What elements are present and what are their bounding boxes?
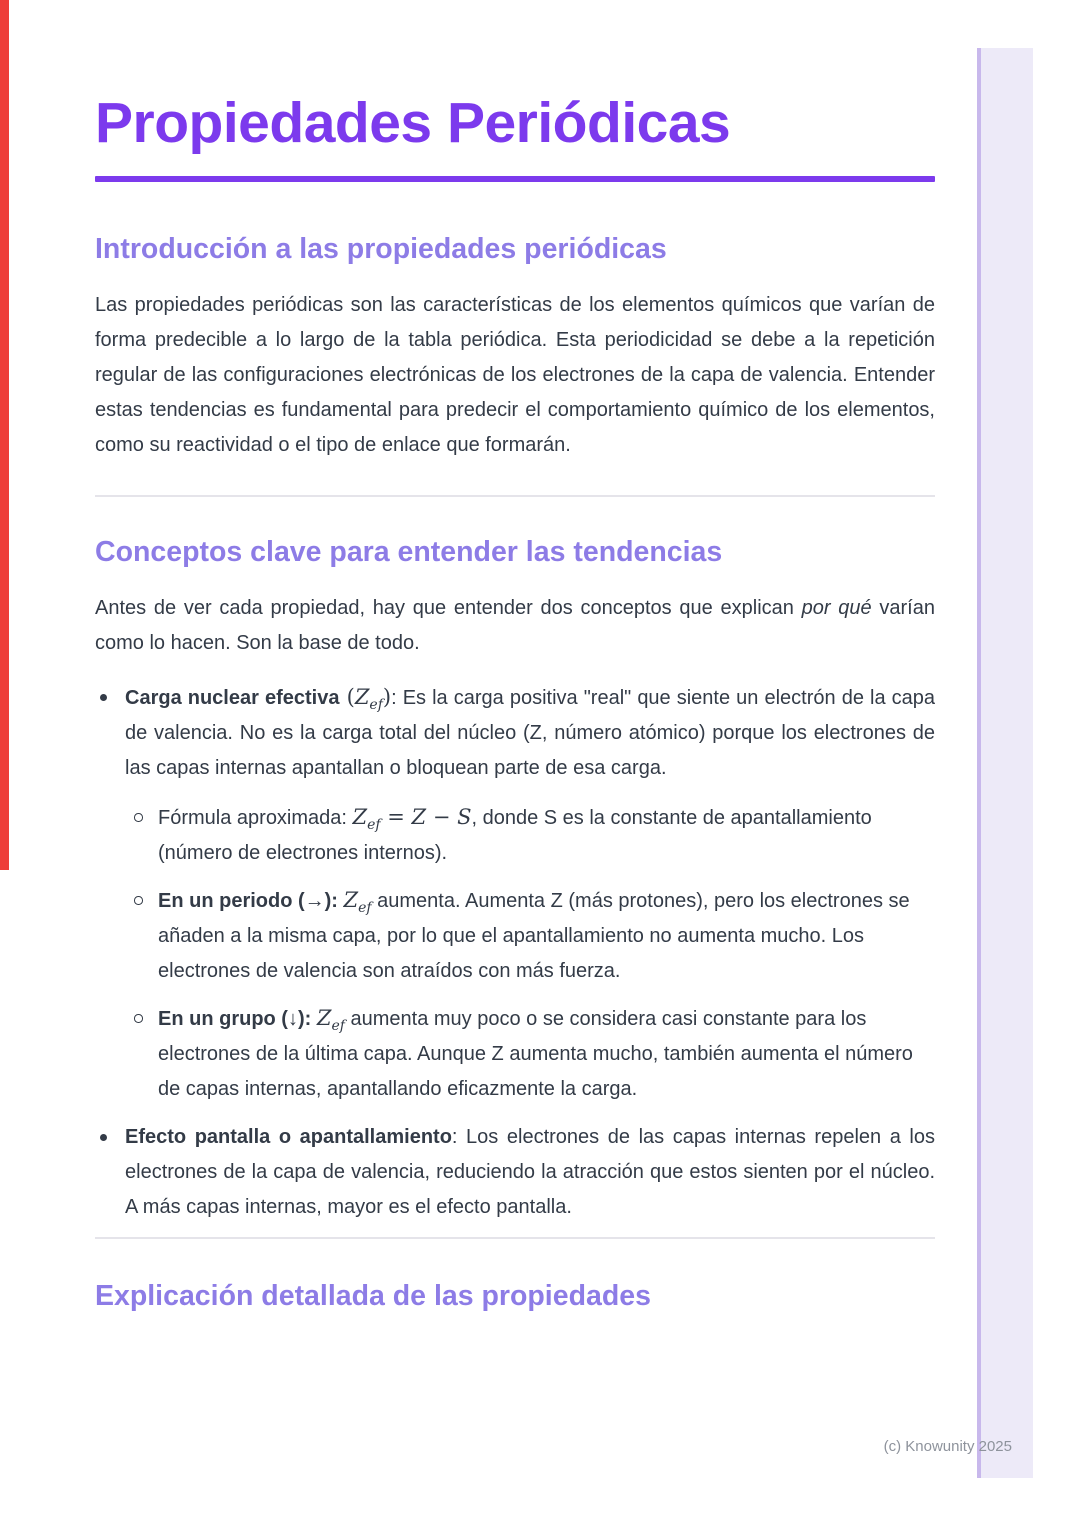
math-zef xyxy=(316,1005,345,1034)
math-symbol: Z xyxy=(343,887,359,912)
list-item xyxy=(95,1120,935,1225)
list-item-bold-lead: Carga nuclear efectiva xyxy=(125,686,340,709)
list-item-text: : Los electrones de las capas internas repelen a los electrones de la capa de valencia, reduciendo la atracción que estos sienten por el núcleo. A más capas internas, mayor es el efecto pantalla. xyxy=(125,1125,935,1218)
math-operator: = xyxy=(380,804,412,829)
page-title: Propiedades Periódicas xyxy=(95,91,731,155)
bullet-circle-icon xyxy=(134,1014,143,1023)
conceptos-paragraph-lead: Antes de ver cada propiedad, hay que entender dos conceptos que explican xyxy=(95,596,802,619)
sub-item-bold-lead: En un grupo (↓): xyxy=(158,1007,317,1030)
math-paren: ) xyxy=(382,684,392,709)
bullet-disc-icon xyxy=(100,1134,107,1141)
right-side-panel xyxy=(977,48,1033,1478)
list-item-bold-lead: Efecto pantalla o apantallamiento xyxy=(125,1125,452,1148)
sub-list-item xyxy=(95,800,935,871)
section-heading-introduccion: Introducción a las propiedades periódicas xyxy=(95,233,667,266)
sub-item-text: aumenta. Aumenta Z (más protones), pero los electrones se añaden a la misma capa, por lo que el apantallamiento no aumenta mucho. Los electrones de valencia son atraídos con más fuerza. xyxy=(158,889,910,982)
math-symbol: Z xyxy=(354,684,370,709)
math-formula-zef-equals-z-minus-s xyxy=(352,804,472,833)
math-paren: ( xyxy=(339,684,355,709)
sub-item-lead: Fórmula aproximada: xyxy=(158,806,353,829)
bullet-disc-icon xyxy=(100,694,107,701)
section-divider xyxy=(95,495,935,497)
sub-item-text: , donde S es la constante de apantallamiento (número de electrones internos). xyxy=(158,806,872,864)
math-subscript: ef xyxy=(358,899,372,916)
bullet-circle-icon xyxy=(134,896,143,905)
conceptos-paragraph-tail: varían como lo hacen. Son la base de todo. xyxy=(95,596,935,654)
section-heading-explicacion: Explicación detallada de las propiedades xyxy=(95,1279,651,1312)
list-item-text: Es la carga positiva "real" que siente un electrón de la capa de valencia. No es la carga total del núcleo (Z, número atómico) porque los electrones de las capas internas apantallan o bloquean parte de esa carga. xyxy=(125,686,935,779)
document-content xyxy=(95,0,935,1313)
math-subscript: ef xyxy=(369,696,383,713)
section-heading-conceptos: Conceptos clave para entender las tendencias xyxy=(95,536,723,569)
title-underline-rule xyxy=(95,176,935,182)
math-symbol: Z xyxy=(352,804,368,829)
sub-list-item xyxy=(95,883,935,989)
conceptos-paragraph-italic: por qué xyxy=(801,596,872,619)
sub-item-bold-lead: En un periodo (→): xyxy=(158,889,344,912)
math-subscript: ef xyxy=(367,816,381,833)
math-operator: − xyxy=(426,804,458,829)
math-symbol: S xyxy=(457,804,472,829)
sub-list-item xyxy=(95,1001,935,1107)
conceptos-paragraph xyxy=(95,591,935,661)
list-item xyxy=(95,680,935,786)
left-edge-red-bar xyxy=(0,0,9,870)
math-subscript: ef xyxy=(331,1017,345,1034)
footer-credit: (c) Knowunity 2025 xyxy=(883,1438,1012,1455)
list-item-colon: : xyxy=(391,686,403,709)
math-symbol: Z xyxy=(411,804,427,829)
math-zef xyxy=(343,887,372,916)
math-symbol: Z xyxy=(316,1005,332,1030)
intro-paragraph: Las propiedades periódicas son las características de los elementos químicos que varían de forma predecible a lo largo de la tabla periódica. Esta periodicidad se debe a la repetición regular de las configuraciones electrónicas de los electrones de la capa de valencia. Entender estas tendencias es fundamental para predecir el comportamiento químico de los elementos, como su reactividad o el tipo de enlace que formarán. xyxy=(95,294,935,457)
sub-item-text: aumenta muy poco o se considera casi constante para los electrones de la última capa. Aunque Z aumenta mucho, también aumenta el número de capas internas, apantallando eficazmente la carga. xyxy=(158,1007,913,1100)
math-zef xyxy=(339,684,392,713)
bullet-circle-icon xyxy=(134,813,143,822)
section-divider xyxy=(95,1237,935,1239)
